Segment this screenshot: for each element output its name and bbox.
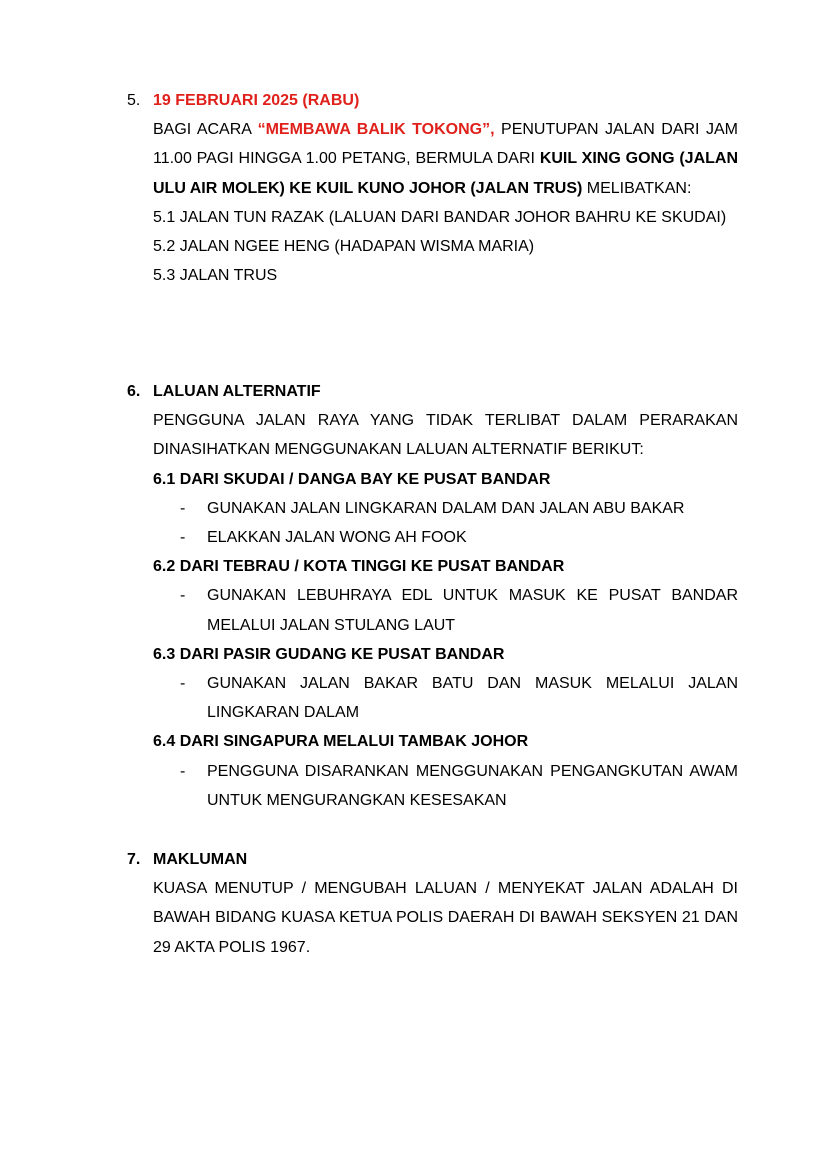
dash-bullet-icon: - <box>180 529 186 547</box>
bullet-text: GUNAKAN JALAN LINGKARAN DALAM DAN JALAN ABU BAKAR <box>207 499 685 517</box>
dash-bullet-icon: - <box>180 499 186 517</box>
bullet-text: GUNAKAN JALAN BAKAR BATU DAN MASUK MELALUI JALAN LINGKARAN DALAM <box>207 675 738 722</box>
section-7-number: 7. <box>127 851 141 868</box>
bullet-text: GUNAKAN LEBUHRAYA EDL UNTUK MASUK KE PUSAT BANDAR MELALUI JALAN STULANG LAUT <box>207 587 738 634</box>
section-6-number: 6. <box>127 383 141 400</box>
section-5-paragraph <box>153 115 738 203</box>
section-6 <box>0 377 840 815</box>
section-7-text: KUASA MENUTUP / MENGUBAH LALUAN / MENYEKAT JALAN ADALAH DI BAWAH BIDANG KUASA KETUA POLIS DAERAH DI BAWAH SEKSYEN 21 DAN 29 AKTA POLIS 1967. <box>153 880 738 956</box>
subsection-6-1-title: 6.1 DARI SKUDAI / DANGA BAY KE PUSAT BANDAR <box>153 470 551 488</box>
section-5 <box>0 86 840 290</box>
section-5-item: 5.3 JALAN TRUS <box>153 267 278 285</box>
bullet-item <box>180 523 738 552</box>
bullet-item <box>180 757 738 815</box>
section-5-text-mid: PENUTUPAN JALAN DARI JAM 11.00 PAGI HINGGA 1.00 PETANG, BERMULA DARI <box>153 121 738 168</box>
subsection-6-2-title: 6.2 DARI TEBRAU / KOTA TINGGI KE PUSAT BANDAR <box>153 558 565 576</box>
section-5-item: 5.1 JALAN TUN RAZAK (LALUAN DARI BANDAR JOHOR BAHRU KE SKUDAI) <box>153 208 727 226</box>
subsection-6-4-title: 6.4 DARI SINGAPURA MELALUI TAMBAK JOHOR <box>153 733 529 751</box>
dash-bullet-icon: - <box>180 675 186 693</box>
section-5-event-name: “MEMBAWA BALIK TOKONG”, <box>257 121 495 139</box>
section-6-title: LALUAN ALTERNATIF <box>153 383 321 400</box>
section-5-item: 5.2 JALAN NGEE HENG (HADAPAN WISMA MARIA) <box>153 238 535 256</box>
dash-bullet-icon: - <box>180 587 186 605</box>
bullet-item <box>180 494 738 523</box>
bullet-item <box>180 669 738 727</box>
bullet-text: PENGGUNA DISARANKAN MENGGUNAKAN PENGANGKUTAN AWAM UNTUK MENGURANGKAN KESESAKAN <box>207 762 738 809</box>
section-5-text-pre: BAGI ACARA <box>153 121 252 139</box>
section-5-date: 19 FEBRUARI 2025 (RABU) <box>153 92 360 109</box>
section-5-route: KUIL XING GONG (JALAN ULU AIR MOLEK) KE KUIL KUNO JOHOR (JALAN TRUS) <box>153 150 739 197</box>
section-7 <box>0 845 840 962</box>
section-7-title: MAKLUMAN <box>153 851 248 868</box>
section-6-intro: PENGGUNA JALAN RAYA YANG TIDAK TERLIBAT DALAM PERARAKAN DINASIHATKAN MENGGUNAKAN LALUAN ALTERNATIF BERIKUT: <box>153 412 738 459</box>
dash-bullet-icon: - <box>180 762 186 780</box>
bullet-item <box>180 581 738 639</box>
subsection-6-3-title: 6.3 DARI PASIR GUDANG KE PUSAT BANDAR <box>153 645 505 663</box>
bullet-text: ELAKKAN JALAN WONG AH FOOK <box>207 529 467 547</box>
section-5-text-end: MELIBATKAN: <box>586 179 692 197</box>
section-5-number: 5. <box>127 92 141 109</box>
